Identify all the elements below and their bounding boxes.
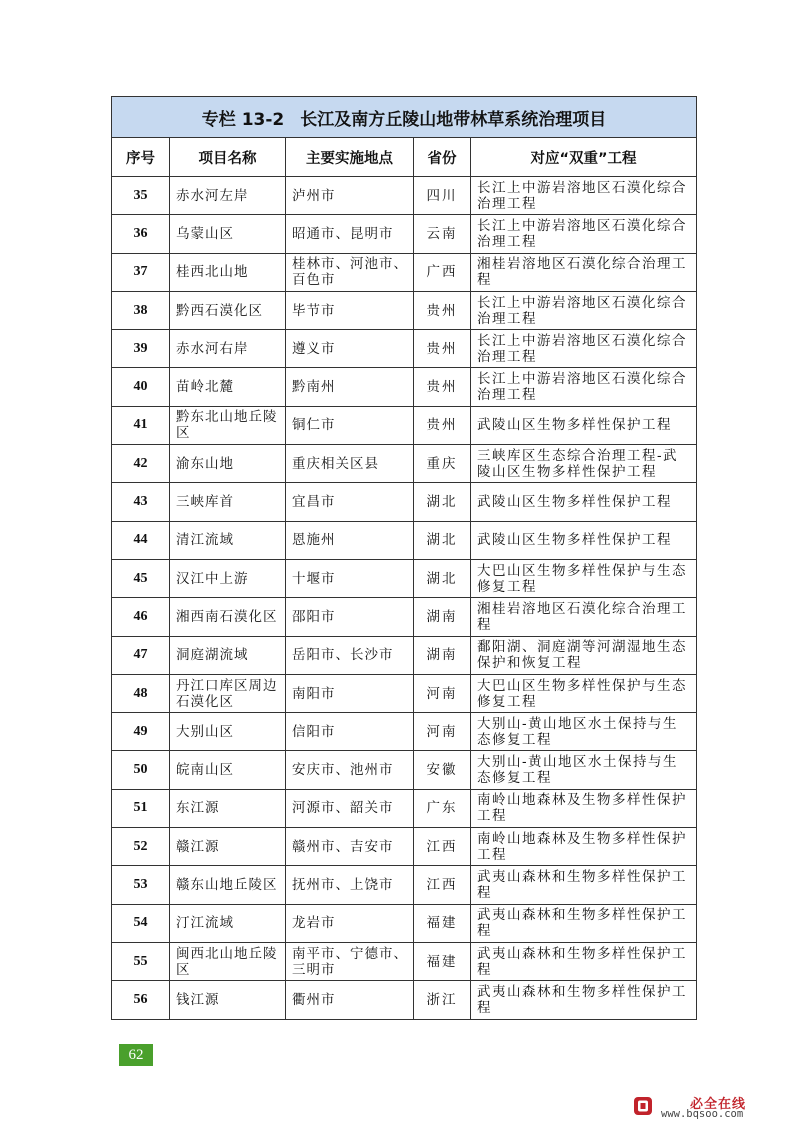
page-number: 62 bbox=[119, 1044, 153, 1066]
table-row bbox=[112, 904, 697, 942]
row-number: 46 bbox=[112, 598, 170, 636]
dual-project: 长江上中游岩溶地区石漠化综合治理工程 bbox=[471, 215, 697, 253]
project-name: 湘西南石漠化区 bbox=[170, 598, 286, 636]
location: 赣州市、吉安市 bbox=[286, 828, 414, 866]
table-header-row bbox=[112, 138, 697, 177]
project-table bbox=[111, 96, 697, 1020]
dual-project: 鄱阳湖、洞庭湖等河湖湿地生态保护和恢复工程 bbox=[471, 636, 697, 674]
province: 贵州 bbox=[414, 406, 471, 444]
province: 贵州 bbox=[414, 330, 471, 368]
dual-project: 武陵山区生物多样性保护工程 bbox=[471, 406, 697, 444]
table-row bbox=[112, 521, 697, 559]
table-row bbox=[112, 291, 697, 329]
table-row bbox=[112, 406, 697, 444]
row-number: 56 bbox=[112, 981, 170, 1019]
project-name: 苗岭北麓 bbox=[170, 368, 286, 406]
province: 湖北 bbox=[414, 521, 471, 559]
province: 重庆 bbox=[414, 445, 471, 483]
bqsoo-logo-icon bbox=[633, 1096, 653, 1116]
province: 福建 bbox=[414, 942, 471, 980]
location: 毕节市 bbox=[286, 291, 414, 329]
project-name: 赣东山地丘陵区 bbox=[170, 866, 286, 904]
row-number: 36 bbox=[112, 215, 170, 253]
location: 泸州市 bbox=[286, 177, 414, 215]
location: 南平市、宁德市、三明市 bbox=[286, 942, 414, 980]
table-title-prefix: 专栏 13-2 bbox=[201, 109, 285, 130]
row-number: 43 bbox=[112, 483, 170, 521]
dual-project: 南岭山地森林及生物多样性保护工程 bbox=[471, 789, 697, 827]
location: 恩施州 bbox=[286, 521, 414, 559]
project-name: 三峡库首 bbox=[170, 483, 286, 521]
table-row bbox=[112, 942, 697, 980]
province: 四川 bbox=[414, 177, 471, 215]
row-number: 45 bbox=[112, 559, 170, 597]
project-name: 赤水河左岸 bbox=[170, 177, 286, 215]
row-number: 40 bbox=[112, 368, 170, 406]
project-name: 黔东北山地丘陵区 bbox=[170, 406, 286, 444]
location: 南阳市 bbox=[286, 674, 414, 712]
location: 宜昌市 bbox=[286, 483, 414, 521]
dual-project: 武夷山森林和生物多样性保护工程 bbox=[471, 866, 697, 904]
location: 遵义市 bbox=[286, 330, 414, 368]
project-name: 渝东山地 bbox=[170, 445, 286, 483]
project-name: 赣江源 bbox=[170, 828, 286, 866]
dual-project: 武夷山森林和生物多样性保护工程 bbox=[471, 942, 697, 980]
location: 信阳市 bbox=[286, 713, 414, 751]
location: 河源市、韶关市 bbox=[286, 789, 414, 827]
location: 衢州市 bbox=[286, 981, 414, 1019]
location: 邵阳市 bbox=[286, 598, 414, 636]
table-row bbox=[112, 713, 697, 751]
row-number: 49 bbox=[112, 713, 170, 751]
province: 河南 bbox=[414, 674, 471, 712]
location: 黔南州 bbox=[286, 368, 414, 406]
row-number: 52 bbox=[112, 828, 170, 866]
location: 抚州市、上饶市 bbox=[286, 866, 414, 904]
table-row bbox=[112, 177, 697, 215]
province: 广西 bbox=[414, 253, 471, 291]
dual-project: 湘桂岩溶地区石漠化综合治理工程 bbox=[471, 598, 697, 636]
table-row bbox=[112, 751, 697, 789]
table-row bbox=[112, 559, 697, 597]
row-number: 53 bbox=[112, 866, 170, 904]
location: 安庆市、池州市 bbox=[286, 751, 414, 789]
dual-project: 大巴山区生物多样性保护与生态修复工程 bbox=[471, 674, 697, 712]
project-name: 皖南山区 bbox=[170, 751, 286, 789]
province: 贵州 bbox=[414, 291, 471, 329]
province: 云南 bbox=[414, 215, 471, 253]
location: 岳阳市、长沙市 bbox=[286, 636, 414, 674]
dual-project: 南岭山地森林及生物多样性保护工程 bbox=[471, 828, 697, 866]
header-project-name: 项目名称 bbox=[170, 138, 286, 177]
row-number: 38 bbox=[112, 291, 170, 329]
table-row bbox=[112, 866, 697, 904]
dual-project: 武夷山森林和生物多样性保护工程 bbox=[471, 904, 697, 942]
row-number: 55 bbox=[112, 942, 170, 980]
project-name: 洞庭湖流域 bbox=[170, 636, 286, 674]
watermark bbox=[633, 1091, 783, 1121]
province: 福建 bbox=[414, 904, 471, 942]
header-location: 主要实施地点 bbox=[286, 138, 414, 177]
dual-project: 湘桂岩溶地区石漠化综合治理工程 bbox=[471, 253, 697, 291]
header-dual-project: 对应“双重”工程 bbox=[471, 138, 697, 177]
province: 浙江 bbox=[414, 981, 471, 1019]
province: 贵州 bbox=[414, 368, 471, 406]
table-title-text: 长江及南方丘陵山地带林草系统治理项目 bbox=[300, 109, 607, 130]
project-name: 汉江中上游 bbox=[170, 559, 286, 597]
location: 铜仁市 bbox=[286, 406, 414, 444]
province: 江西 bbox=[414, 828, 471, 866]
project-name: 桂西北山地 bbox=[170, 253, 286, 291]
table-row bbox=[112, 981, 697, 1019]
row-number: 51 bbox=[112, 789, 170, 827]
row-number: 48 bbox=[112, 674, 170, 712]
province: 湖北 bbox=[414, 483, 471, 521]
dual-project: 武夷山森林和生物多样性保护工程 bbox=[471, 981, 697, 1019]
dual-project: 长江上中游岩溶地区石漠化综合治理工程 bbox=[471, 330, 697, 368]
project-name: 赤水河右岸 bbox=[170, 330, 286, 368]
table-row bbox=[112, 636, 697, 674]
row-number: 35 bbox=[112, 177, 170, 215]
dual-project: 大巴山区生物多样性保护与生态修复工程 bbox=[471, 559, 697, 597]
project-name: 汀江流域 bbox=[170, 904, 286, 942]
dual-project: 武陵山区生物多样性保护工程 bbox=[471, 521, 697, 559]
row-number: 47 bbox=[112, 636, 170, 674]
dual-project: 长江上中游岩溶地区石漠化综合治理工程 bbox=[471, 291, 697, 329]
province: 江西 bbox=[414, 866, 471, 904]
dual-project: 长江上中游岩溶地区石漠化综合治理工程 bbox=[471, 368, 697, 406]
province: 广东 bbox=[414, 789, 471, 827]
row-number: 42 bbox=[112, 445, 170, 483]
project-name: 钱江源 bbox=[170, 981, 286, 1019]
table-row bbox=[112, 215, 697, 253]
row-number: 39 bbox=[112, 330, 170, 368]
table-row bbox=[112, 674, 697, 712]
table-row bbox=[112, 368, 697, 406]
table-row bbox=[112, 253, 697, 291]
location: 桂林市、河池市、百色市 bbox=[286, 253, 414, 291]
project-name: 闽西北山地丘陵区 bbox=[170, 942, 286, 980]
table-row bbox=[112, 483, 697, 521]
location: 重庆相关区县 bbox=[286, 445, 414, 483]
table-row bbox=[112, 445, 697, 483]
project-name: 乌蒙山区 bbox=[170, 215, 286, 253]
project-name: 大别山区 bbox=[170, 713, 286, 751]
dual-project: 三峡库区生态综合治理工程-武陵山区生物多样性保护工程 bbox=[471, 445, 697, 483]
table-row bbox=[112, 330, 697, 368]
row-number: 54 bbox=[112, 904, 170, 942]
table-body bbox=[112, 177, 697, 1020]
province: 河南 bbox=[414, 713, 471, 751]
header-number: 序号 bbox=[112, 138, 170, 177]
province: 湖南 bbox=[414, 636, 471, 674]
province: 安徽 bbox=[414, 751, 471, 789]
watermark-url: www.bqsoo.com bbox=[661, 1108, 744, 1120]
table-row bbox=[112, 598, 697, 636]
row-number: 37 bbox=[112, 253, 170, 291]
location: 龙岩市 bbox=[286, 904, 414, 942]
dual-project: 大别山-黄山地区水土保持与生态修复工程 bbox=[471, 713, 697, 751]
location: 十堰市 bbox=[286, 559, 414, 597]
row-number: 41 bbox=[112, 406, 170, 444]
province: 湖北 bbox=[414, 559, 471, 597]
dual-project: 大别山-黄山地区水土保持与生态修复工程 bbox=[471, 751, 697, 789]
row-number: 44 bbox=[112, 521, 170, 559]
dual-project: 武陵山区生物多样性保护工程 bbox=[471, 483, 697, 521]
table-row bbox=[112, 828, 697, 866]
table-row bbox=[112, 789, 697, 827]
project-name: 清江流域 bbox=[170, 521, 286, 559]
watermark-text: 必全在线 bbox=[690, 1097, 747, 1112]
row-number: 50 bbox=[112, 751, 170, 789]
dual-project: 长江上中游岩溶地区石漠化综合治理工程 bbox=[471, 177, 697, 215]
project-name: 东江源 bbox=[170, 789, 286, 827]
table-title bbox=[112, 97, 697, 138]
header-province: 省份 bbox=[414, 138, 471, 177]
location: 昭通市、昆明市 bbox=[286, 215, 414, 253]
province: 湖南 bbox=[414, 598, 471, 636]
project-name: 黔西石漠化区 bbox=[170, 291, 286, 329]
project-name: 丹江口库区周边石漠化区 bbox=[170, 674, 286, 712]
